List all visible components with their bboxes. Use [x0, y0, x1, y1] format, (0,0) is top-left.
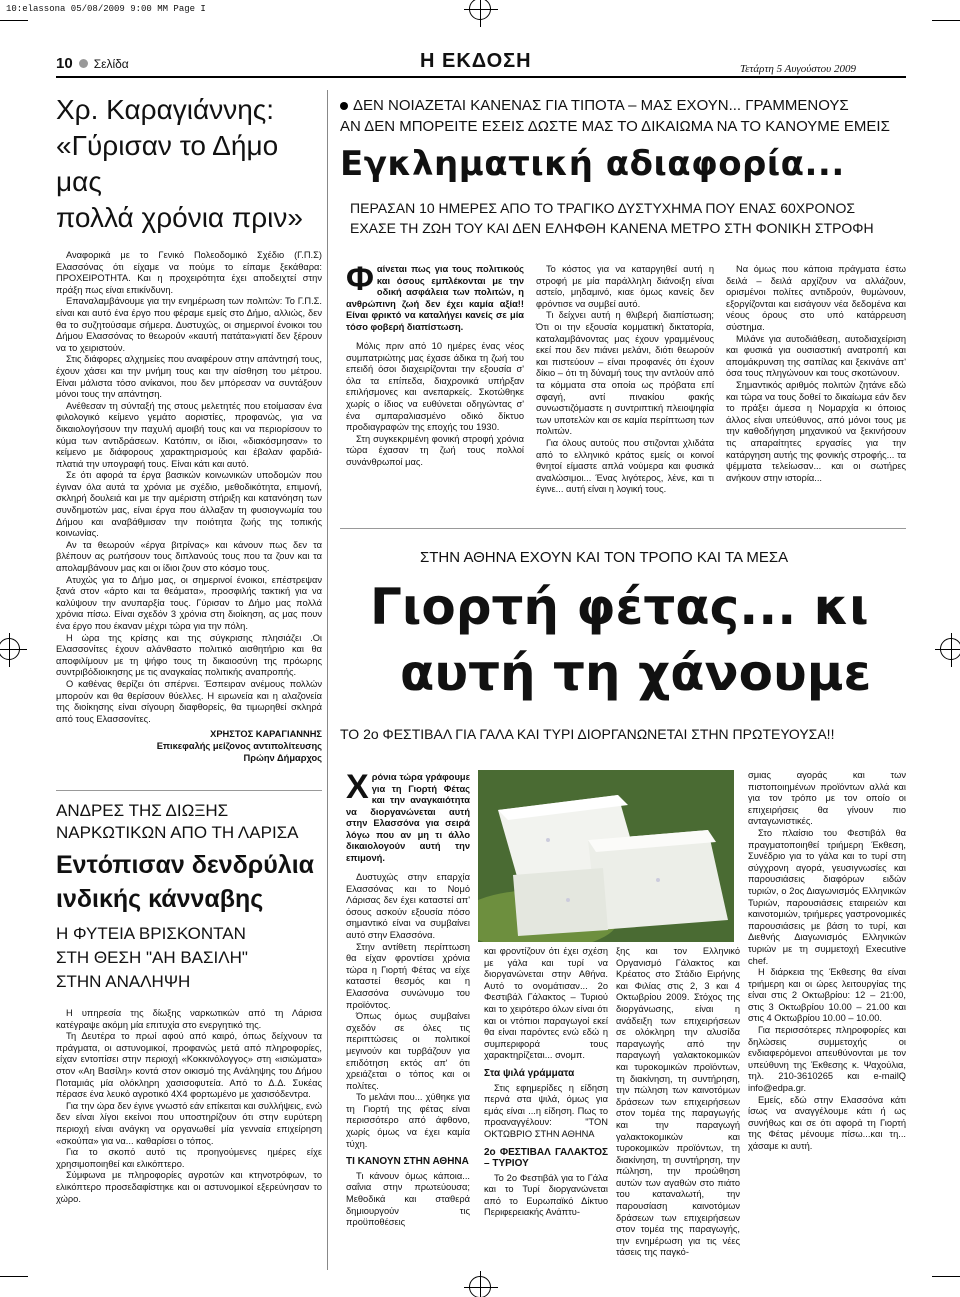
header-rule	[56, 76, 906, 78]
paragraph: Αν τα θεωρούν «έργα βιτρίνας» και κάνουν πως δεν τα βλέπουν ας ρωτήσουν τους διπλανούς τους που τα ζουν και τα απολαμβάνουν μας και οι ίδιοι ζουν στο κόσμο τους.	[56, 539, 322, 574]
article-title	[56, 92, 322, 236]
paragraph: Ο καθένας θερίζει ότι σπέρνει. Έσπειραν ανέμους πολλών μπορούν και θα θερίσουν θύελλες. Η ειρωνεία και η αλαζονεία της διοίκησης είναι σίγουρη διαφθορείς, θα τιμωρηθεί σκληρά από τους Ελασσονίτες.	[56, 678, 322, 724]
article-kicker: ΑΝ ΔΕΝ ΜΠΟΡΕΙΤΕ ΕΣΕΙΣ ΔΩΣΤΕ ΜΑΣ ΤΟ ΔΙΚΑΙΩΜΑ ΝΑ ΤΟ ΚΑΝΟΥΜΕ ΕΜΕΙΣ	[340, 118, 890, 135]
paragraph: Το μελάνι που... χύθηκε για τη Γιορτή της φέτας είναι περισσότερο από άφθονο, χωρίς όμως να έχει καμία τύχη.	[346, 1092, 470, 1149]
feta-col-3	[616, 946, 740, 1259]
paragraph: Στο πλαίσιο του Φεστιβάλ θα πραγματοποιηθεί τριήμερη Έκθεση, Συνέδριο για το γάλα και το τυρί στη σύγχρονη αγορά, γευσιγνωσίες και παρουσιάσεις διαφόρων ειδών τυριών, ο 2ος Διαγωνισμός Ελληνικών Τυριών, παρουσιάσεις εταιρειών και καινοτομιών, τριήμερες γαστρονομικές παρουσιάσεις με βάση το τυρί, και Διεθνής Διαγωνισμός Ελληνικών τυριών με τη συμμετοχή Executive chef.	[748, 827, 906, 966]
page-word: Σελίδα	[93, 56, 129, 71]
title-line: Χρ. Καραγιάννης:	[56, 94, 275, 125]
feta-cheese-icon	[478, 770, 734, 942]
subheading: ΤΙ ΚΑΝΟΥΝ ΣΤΗΝ ΑΘΗΝΑ	[346, 1156, 469, 1168]
article-deck: Η ΦΥΤΕΙΑ ΒΡΙΣΚΟΝΤΑΝ	[56, 924, 246, 943]
registration-mark-icon	[469, 0, 491, 20]
feta-col-2	[484, 946, 608, 1219]
section-rule	[340, 528, 906, 529]
paragraph: Όπως όμως συμβαίνει σχεδόν σε όλες τις περιπτώσεις οι πολιτικοί μεγινούν και τυρβάζουν για επιδότηση εκτός απ' ότι χρειάζεται ο τόπος και οι πολίτες.	[346, 1011, 470, 1091]
paragraph: Επαναλαμβάνουμε για την ενημέρωση των πολιτών: Το Γ.Π.Σ. είναι και αυτό ένα έργο που φέραμε εμείς στο Δήμο, αλλιώς, δεν θα το συζητούσαμε σήμερα. Δυστυχώς, οι σημερινοί ένοικοι του Δήμου Ελασσόνας το θεωρούν «καυτή πατάτα»γιατί δεν ξέρουν να το χειριστούν.	[56, 296, 322, 353]
article-title: Γιορτή φέτας... κι	[370, 578, 869, 636]
article-deck: ΕΧΑΣΕ ΤΗ ΖΩΗ ΤΟΥ ΚΑΙ ΔΕΝ ΕΛΗΦΘΗ ΚΑΝΕΝΑ ΜΕΤΡΟ ΣΤΗ ΦΟΝΙΚΗ ΣΤΡΟΦΗ	[350, 220, 874, 236]
crop-mark	[932, 20, 960, 21]
paragraph: ξης και τον Ελληνικό Οργανισμό Γάλακτος και Κρέατος στο Στάδιο Ειρήνης και Φιλίας στις 2, 3 και 4 Οκτωβρίου 2009. Στόχος της διοργάνωσης, είναι η ανάδειξη των επιχειρήσεων σε ολόκληρη την αλυσίδα παραγωγής από την παραγωγή γαλακτοκομικών και τυροκομικών προϊόντων, τη διακίνηση, τη συντήρηση, την πώληση των καινοτόμων δράσεων των επιχειρήσεων στον τομέα της παραγωγής και την παραγωγή γαλακτοκομικών και τυροκομικών προϊόντων, τη διακίνηση, τη συντήρηση, την πώληση, την προώθηση αυτών των αγαθών στο πιάτο του καταναλωτή, την παρουσίαση καινοτόμων δράσεων των επιχειρήσεων στον τομέα της παραγωγής, την ενημέρωση για τις νέες τάσεις της παγκό-	[616, 946, 740, 1258]
crop-mark	[0, 20, 28, 21]
drop-cap: Χ	[346, 768, 369, 806]
signature-role: Πρώην Δήμαρχος	[243, 752, 322, 763]
paragraph: και φροντίζουν ότι έχει σχέση με γάλα και τυρί να διοργανώνεται στην Αθήνα. Αυτό το ονομάτισαν... 2ο Φεστιβάλ Γάλακτος – Τυριού και το χειρότερο όλων είναι ότι και οι ντόπιοι παραγωγοί εκεί θα είναι παρόντες ενώ εδώ η συμπεριφορά τους χαρακτηρίζεται... σνομπ.	[484, 946, 608, 1061]
feta-cheese-photo	[478, 770, 734, 942]
paragraph: Για όλους αυτούς που στιζονται χλιδάτα από το ελληνικό κράτος εμείς οι κοινοί θνητοί είμαστε απλά νούμερα και φυσικά αναλώσιμοι... Ένας λιγότερος, λένε, και τι έγινε... αυτή είναι η λογική τους.	[536, 437, 714, 495]
paragraph: Το κόστος για να καταργηθεί αυτή η στροφή με μία παράλληλη διάνοιξη είναι αστείο, μηδαμινό, κιαε όμως κανείς δεν φρόντισε να συμβεί αυτό.	[536, 264, 714, 309]
paragraph: Ανέθεσαν τη σύνταξή της στους μελετητές που ετοίμασαν ένα φιλολογικό κείμενο γεμάτο αοριστίες, προφανώς, για να δικαιολογήσουν την παχυλή αμοιβή τους και να περιορίσουν το κύμα των αντιδράσεων. Κατόπιν, οι ίδιοι, «διακόσμησαν» το κείμενο με διάφορους χαρακτηρισμούς και έβαλαν φαρδιά-πλατιά την υπογραφή τους. Είναι κάτι και αυτό.	[56, 400, 322, 469]
paragraph: Για την ώρα δεν έγινε γνωστό εάν επίκειται και συλλήψεις, ενώ δεν είναι λίγοι εκείνοι που υποστηρίζουν ότι στην ευρύτερη περιοχή είναι ανάγκη να οργανωθεί μία γενναία επιχείρηση «σκούπα» για να... καθαρίσει ο τόπος.	[56, 1100, 323, 1146]
paragraph: Τι δείχνει αυτή η θλιβερή διαπίστωση; Ότι οι την εξουσία κομματική δικτατορία, καταλαμβάνοντας μας έχουν γραμμένους εκεί που δεν πιάνει μελάνι, διότι θεωρούν και πιστεύουν – είναι προφανές ότι έχουν δίκιο – ότι τη δύναμή τους την αντλούν από τα κόμματα στα οποία ως πρόβατα επί σφαγή, αντί πινακίου φακής συνωστιζόμαστε η συντριπτική πλειοψηφία των υποτελών και σε καμία περίπτωση των πολιτών.	[536, 310, 714, 437]
paragraph: Στην αντίθετη περίπτωση θα είχαν φροντίσει χρόνια τώρα η Γιορτή Φέτας να είχε καταστεί θεσμός και η Ελασσόνα συνώνυμο του προϊόντος.	[346, 941, 470, 1010]
accident-col-2	[536, 264, 714, 496]
article-deck: ΤΟ 2ο ΦΕΣΤΙΒΑΛ ΓΙΑ ΓΑΛΑ ΚΑΙ ΤΥΡΙ ΔΙΟΡΓΑΝΩΝΕΤΑΙ ΣΤΗΝ ΠΡΩΤΕΥΟΥΣΑ!!	[340, 726, 835, 742]
feta-col-4	[748, 770, 906, 1153]
crop-mark	[932, 1276, 960, 1277]
lead-paragraph	[346, 768, 470, 864]
paragraph: Τι κάνουν όμως κάποια... σαΐνια στην πρωτεύουσα; Μεθοδικά και σταθερά δημιουργούν τις προϋποθέσεις	[346, 1170, 470, 1228]
paragraph: Σε ότι αφορά τα έργα βασικών κοινωνικών υποδομών που έγιναν όλα αυτά τα χρόνια με σχέδιο, μεθοδικότητα, επιμονή, σκληρή δουλειά και με την αμέριστη στήριξη και κατανόηση των συνδημοτών μας, είναι έργα που άλλαξαν τη φυσιογνωμία του Δήμου και αναβάθμισαν την ποιότητα ζωής της τοπικής κοινωνίας.	[56, 470, 322, 539]
article-title: Εγκληματική αδιαφορία...	[340, 144, 845, 184]
paragraph: σμιας αγοράς και των πιστοποιημένων προϊόντων αλλά και για τον τρόπο με τον οποίο οι επιχειρήσεις θα γίνουν πιο ανταγωνιστικές.	[748, 770, 906, 827]
accident-col-1	[346, 260, 524, 469]
subheading: Στα ψιλά γράμματα	[484, 1067, 575, 1079]
article-feta	[340, 548, 906, 744]
accident-col-3	[726, 264, 906, 484]
feta-col-1	[346, 768, 470, 1229]
paragraph: Στις εφημερίδες η είδηση περνά στα ψιλά, όμως για εμάς είναι ...η είδηση. Πως το προαναγγέλουν: "ΤΟΝ ΟΚΤΩΒΡΙΟ ΣΤΗΝ ΑΘΗΝΑ	[484, 1082, 608, 1139]
paragraph: Στις διάφορες αλχημείες που αναφέρουν στην απάντησή τους, έχουν χάσει και την μνήμη τους και την αίσθηση του μέτρου. Είναι μάλιστα τόσο ανίκανοι, που δεν μπόρεσαν να συντάξουν μόνοι τους την απάντηση.	[56, 354, 322, 400]
article-karagiannis	[56, 92, 322, 764]
article-drugs	[56, 800, 322, 1205]
crop-mark	[0, 1276, 28, 1277]
article-body	[56, 250, 322, 725]
lead-text: ρόνια τώρα γράφουμε για τη Γιορτή Φέτας και την αναγκαιότητα να διοργανώνεται αυτή στην Ελασσόνα για σειρά λόγω που αν μη τι άλλο δικαιολογούν αυτή την επιμονή.	[346, 772, 470, 863]
article-kicker: ΣΤΗΝ ΑΘΗΝΑ ΕΧΟΥΝ ΚΑΙ ΤΟΝ ΤΡΟΠΟ ΚΑΙ ΤΑ ΜΕΣΑ	[420, 549, 789, 566]
paragraph: Αναφορικά με το Γενικό Πολεοδομικό Σχέδιο (Γ.Π.Σ) Ελασσόνας ότι είχαμε να πούμε το είπαμε ξεκάθαρα: ΠΡΟΧΕΙΡΟΤΗΤΑ. Και η προχειρότητα έχει αποδειχτεί στην πράξη πως είναι επικίνδυνη.	[56, 250, 322, 295]
paragraph: Να όμως που κάποια πράγματα έστω δειλά – δειλά αρχίζουν να αλλάζουν, ορισμένοι πολίτες αντιδρούν, θυμώνουν, εξοργίζονται και εισάγουν νέα δεδομένα και νέους όρους στο υπό κατάρρευση σύστημα.	[726, 264, 906, 332]
lead-paragraph	[346, 260, 524, 333]
paragraph: Δυστυχώς στην επαρχία Ελασσόνας και το Νομό Λάρισας δεν έχει καταστεί απ' όσους ασκούν εξουσία πόσο σημαντικό είναι να συμβαίνει αυτό στην Ελασσόνα.	[346, 872, 470, 940]
paragraph: Ατυχώς για το Δήμο μας, οι σημερινοί ένοικοι, επέστρεψαν ξανά στον «άρτο και τα θεάματα», προσφιλής τακτική για να καλύψουν την ανυπαρξία τους. Γύρισαν το Δήμο μας πολλά χρόνια πίσω. Είναι σχεδόν 3 χρόνια στη διοίκηση, ας μας πουν ένα έργο που έκαναν μέχρι τώρα για την πόλη.	[56, 574, 322, 631]
article-deck: ΣΤΗ ΘΕΣΗ "ΑΗ ΒΑΣΙΛΗ"	[56, 948, 248, 967]
signature	[56, 729, 322, 764]
paragraph: Το 2ο Φεστιβάλ για το Γάλα και το Τυρί διοργανώνεται από το Ευρωπαϊκό Δίκτυο Περιφερειακής Ανάπτυ-	[484, 1172, 608, 1218]
paragraph: Για περισσότερες πληροφορίες και δηλώσεις συμμετοχής οι ενδιαφερόμενοι απευθύνονται με τον υπεύθυνη της Έκθεσης κ. Ψαχούλια, τηλ. 210-3610265 και e-mailQ info@edpa.gr.	[748, 1025, 906, 1094]
signature-role: Επικεφαλής μείζονος αντιπολίτευσης	[156, 740, 322, 751]
paragraph: Εμείς, εδώ στην Ελασσόνα κάτι ίσως να αναγγέλουμε κάτι ή ως συνήθως και σε ότι αφορά τη Γιορτή της Φέτας μένουμε πίσω...και τη... χάσαμε κι αυτή.	[748, 1094, 906, 1151]
article-deck: ΣΤΗΝ ΑΝΑΛΗΨΗ	[56, 972, 191, 991]
paper-name: Η ΕΚΔΟΣΗ	[420, 50, 532, 72]
registration-mark-icon	[0, 638, 20, 660]
registration-mark-icon	[469, 1276, 491, 1297]
bullet-icon	[340, 102, 348, 110]
article-title: Εντόπισαν δενδρύλια	[56, 851, 315, 879]
title-line: πολλά χρόνια πριν»	[56, 202, 303, 233]
article-kicker: ΑΝΔΡΕΣ ΤΗΣ ΔΙΩΞΗΣ	[56, 801, 229, 820]
section-rule	[56, 790, 322, 791]
issue-date: Τετάρτη 5 Αυγούστου 2009	[740, 63, 856, 75]
paragraph: Για το σκοπό αυτό τις προηγούμενες ημέρες είχε χρησιμοποιηθεί και ελικόπτερο.	[56, 1147, 322, 1169]
article-kicker	[340, 96, 906, 116]
page-number: 10	[56, 55, 73, 72]
title-line: «Γύρισαν το Δήμο μας	[56, 130, 279, 197]
subheading: 2ο ΦΕΣΤΙΒΑΛ ΓΑΛΑΚΤΟΣ – ΤΥΡΙΟΥ	[484, 1146, 608, 1170]
column-divider	[327, 90, 328, 1270]
paragraph: Η υπηρεσία της δίωξης ναρκωτικών από τη Λάρισα κατέγραψε ακόμη μία επιτυχία στο ενεργητικό της.	[56, 1008, 322, 1030]
article-deck: ΠΕΡΑΣΑΝ 10 ΗΜΕΡΕΣ ΑΠΟ ΤΟ ΤΡΑΓΙΚΟ ΔΥΣΤΥΧΗΜΑ ΠΟΥ ΕΝΑΣ 60ΧΡΟΝΟΣ	[350, 200, 856, 216]
paragraph: Η ώρα της κρίσης και της σύγκρισης πλησιάζει .Οι Ελασσονίτες έχουν αλάνθαστο πολιτικό αισθητήριο και θα αποφιλίμουν με τη ψήφο τους τη δικαιοσύνη της πρόωρης συντριβόδιοικησης με τις αναγκαίας πολιτικής αναπροπής.	[56, 632, 322, 678]
paragraph: Η διάρκεια της Έκθεσης θα είναι τριήμερη και οι ώρες λειτουργίας της είναι στις 2 Οκτωβρίου: 12 – 21:00, στις 3 Οκτωβρίου 10.00 – 21.00 και στις 4 Οκτωβρίου 10.00 – 10.00.	[748, 967, 906, 1024]
article-title: αυτή τη χάνουμε	[400, 644, 872, 702]
paragraph: Μόλις πριν από 10 ημέρες ένας νέος συμπατριώτης μας έχασε άδικα τη ζωή του επειδή όσοι διαχειρίζονται την εξουσία σ' όλα τα επίπεδα, διαχρονικά υπήρξαν επιλήσμονες και ανεπαρκείς. Σκοτώθηκε χωρίς ο ίδιος να ευθύνεται οδηγώντας σ' ένα σμπαραλιασμένο οδικό δίκτυο προδιαγραφών της εποχής του 1930.	[346, 341, 524, 433]
drop-cap: Φ	[346, 260, 374, 298]
print-slug: 10:elassona 05/08/2009 9:00 MM Page I	[6, 4, 206, 14]
lead-text: αίνεται πως για τους πολιτικούς και όσους εμπλέκονται με την οδική ασφάλεια των πολιτών, η ανθρώπινη ζωή δεν έχει καμία αξία!! Είναι φρικτό να καταλήγει κανείς σε μία τόσο φοβερή διαπίστωση.	[346, 264, 524, 332]
article-road-accident	[340, 96, 906, 238]
paragraph: Σύμφωνα με πληροφορίες αγροτών και κτηνοτρόφων, το ελικόπτερο προσεδαφίστηκε και οι αστυνομικοί εξερεύνησαν το χώρο.	[56, 1170, 322, 1204]
registration-mark-icon	[940, 638, 960, 660]
bullet-icon	[79, 59, 88, 68]
paragraph: Σημαντικός αριθμός πολιτών ζητάνε εδώ και τώρα να τους δοθεί το δικαίωμα εάν δεν το πράξει άμεσα η Νομαρχία κι όποιος άλλος είναι υπεύθυνος, από μόνοι τους με την καθοδήγηση μηχανικού να ξεκινήσουν τις απαραίτητες εργασίες για την κατάργηση αυτής της φονικής στροφής... τα ψέμματα τελείωσαν... και οι σωτήρες ανήκουν στην ιστορία...	[726, 379, 906, 483]
paragraph: Μιλάνε για αυτοδιάθεση, αυτοδιαχείριση και φυσικά για ουσιαστική ανατροπή και απομάκρυνση της σαπίλας και ξεκινάνε απ' όσα τους πληγώνουν και τους σκοτώνουν.	[726, 333, 906, 379]
article-title: ινδικής κάνναβης	[56, 885, 264, 913]
signature-name: ΧΡΗΣΤΟΣ ΚΑΡΑΓΙΑΝΝΗΣ	[210, 729, 322, 740]
kicker-text: ΔΕΝ ΝΟΙΑΖΕΤΑΙ ΚΑΝΕΝΑΣ ΓΙΑ ΤΙΠΟΤΑ – ΜΑΣ ΕΧΟΥΝ... ΓΡΑΜΜΕΝΟΥΣ	[353, 97, 849, 114]
page-header-left	[56, 55, 129, 72]
article-body	[56, 1008, 322, 1205]
article-kicker: ΝΑΡΚΩΤΙΚΩΝ ΑΠΟ ΤΗ ΛΑΡΙΣΑ	[56, 823, 299, 842]
paragraph: Τη Δευτέρα το πρωί αφού από καιρό, όπως δείχνουν τα πράγματα, οι αστυνομικοί, προφανώς μετά από πληροφορίες, είχαν εντοπίσει στην περιοχή «Κοκκινόλογγος» στη «ισιώματα» στον «Αη Βασίλη» κοντά στον οικισμό της Ανάληψης του Δήμου Ποταμιάς μία ολόκληρη χασισοφυτεία. Από το Δ.Δ. Συκέας πέρασε ένα λευκό αγροτικό 4Χ4 φορτωμένο με χασισόδεντρα.	[56, 1031, 322, 1100]
paragraph: Στη συγκεκριμένη φονική στροφή χρόνια τώρα έχασαν τη ζωή τους πολλοί συνάνθρωποί μας.	[346, 433, 524, 467]
